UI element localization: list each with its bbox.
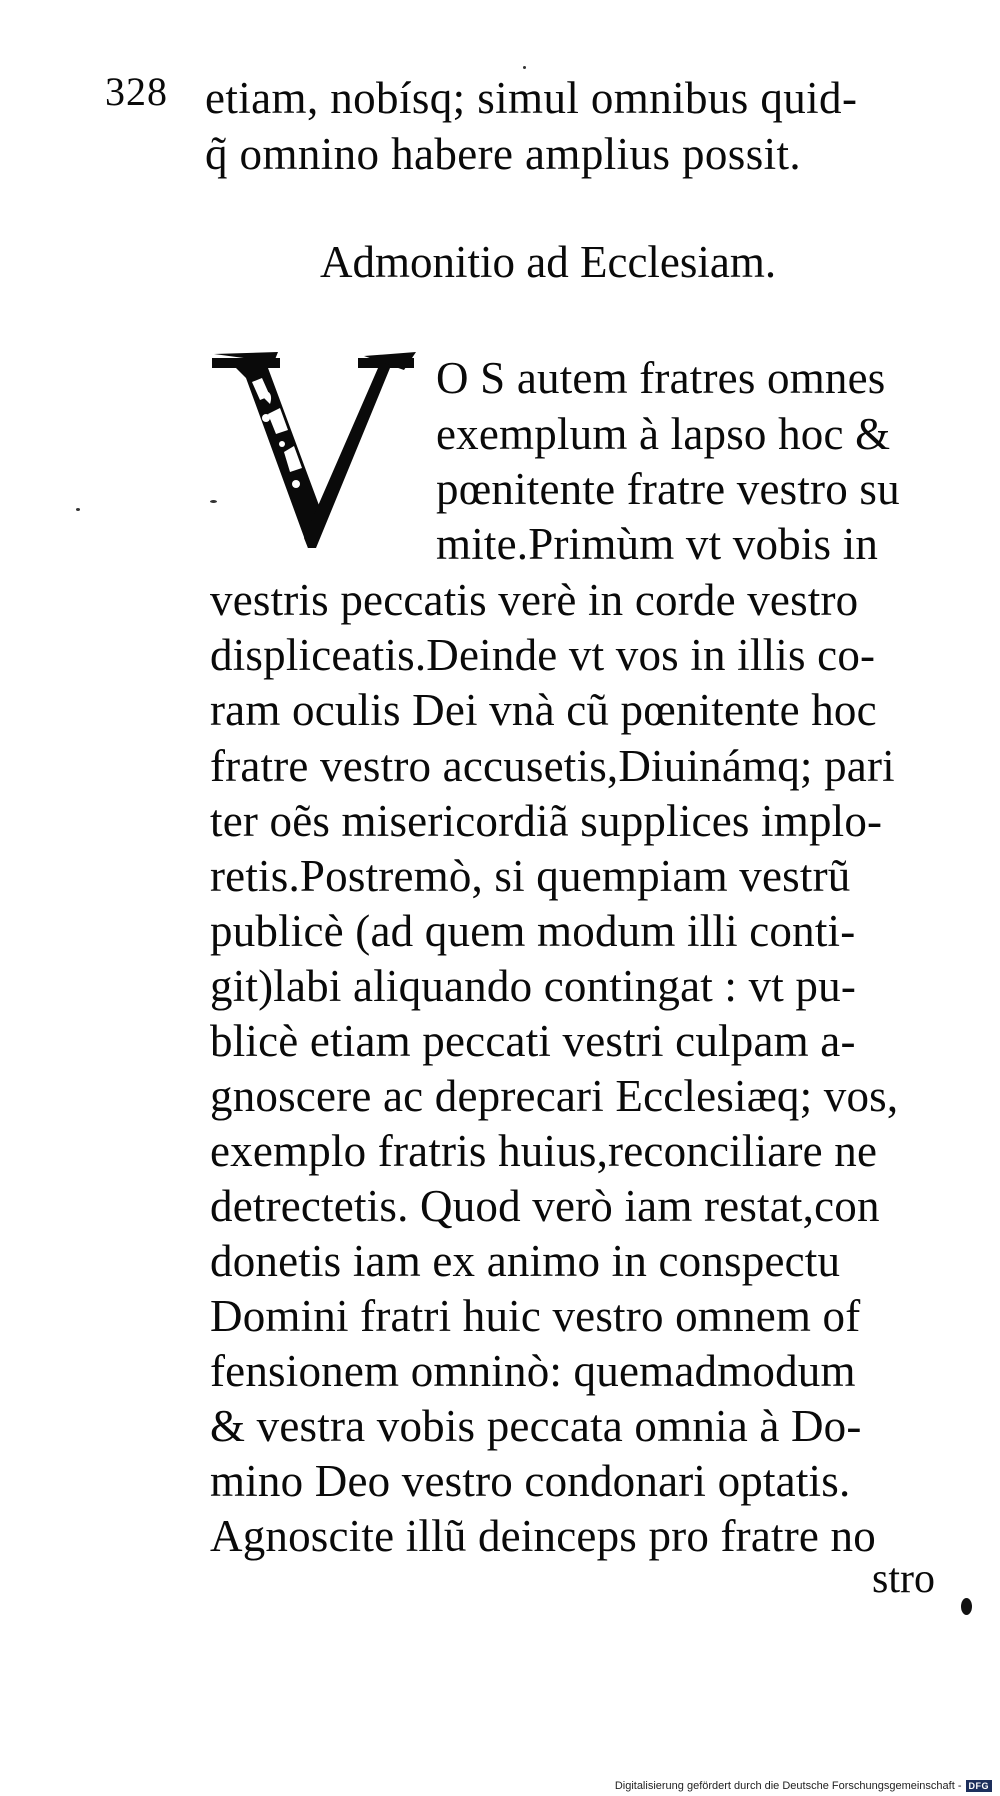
text-line: fratre vestro accusetis,Diuinámq; pari	[210, 741, 895, 791]
decorated-initial-v	[208, 348, 436, 558]
text-line: gnoscere ac deprecari Ecclesiæq; vos,	[210, 1071, 899, 1121]
text-line: mino Deo vestro condonari optatis.	[210, 1456, 851, 1506]
footer-text: Digitalisierung gefördert durch die Deutsche Forschungsgemeinschaft -	[614, 1780, 962, 1792]
text-line: ram oculis Dei vnà cũ pœnitente hoc	[210, 685, 877, 735]
text-line: publicè (ad quem modum illi conti-	[210, 906, 856, 956]
page-number: 328	[105, 69, 168, 114]
text-line: retis.Postremò, si quempiam vestrũ	[210, 851, 851, 901]
dfg-logo: DFG	[966, 1780, 993, 1792]
text-line: exemplum à lapso hoc &	[436, 409, 891, 459]
text-line: displiceatis.Deinde vt vos in illis co-	[210, 630, 876, 680]
text-line: & vestra vobis peccata omnia à Do-	[210, 1401, 862, 1451]
ink-speck	[210, 500, 217, 503]
text-line: pœnitente fratre vestro su	[436, 464, 900, 514]
text-line: q̃ omnino habere amplius possit.	[205, 129, 802, 179]
section-heading: Admonitio ad Ecclesiam.	[320, 237, 777, 287]
text-line: git)labi aliquando contingat : vt pu-	[210, 961, 857, 1011]
text-line: fensionem omninò: quemadmodum	[210, 1346, 856, 1396]
text-line: vestris peccatis verè in corde vestro	[210, 575, 859, 625]
text-line: ter oẽs misericordiã supplices implo-	[210, 796, 883, 846]
text-line: mite.Primùm vt vobis in	[436, 519, 879, 569]
text-line: exemplo fratris huius,reconciliare ne	[210, 1126, 878, 1176]
text-line: O S autem fratres omnes	[436, 353, 886, 403]
initial-v-graphic	[208, 348, 436, 558]
text-line: Agnoscite illũ deinceps pro fratre no	[210, 1511, 876, 1561]
text-line: Domini fratri huic vestro omnem of	[210, 1291, 861, 1341]
text-line: blicè etiam peccati vestri culpam a-	[210, 1016, 856, 1066]
digitization-footer	[615, 1780, 992, 1792]
catchword: stro	[872, 1556, 935, 1602]
ink-blot	[961, 1598, 972, 1615]
ink-speck	[76, 508, 80, 511]
ink-speck	[523, 66, 526, 69]
text-line: donetis iam ex animo in conspectu	[210, 1236, 841, 1286]
text-line: detrectetis. Quod verò iam restat,con	[210, 1181, 880, 1231]
text-line: etiam, nobísq; simul omnibus quid-	[205, 73, 858, 123]
